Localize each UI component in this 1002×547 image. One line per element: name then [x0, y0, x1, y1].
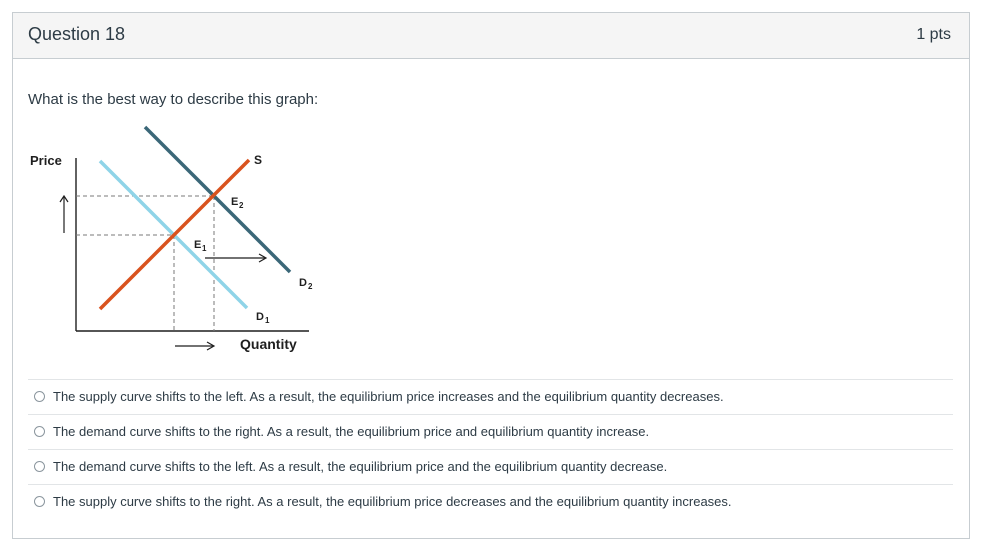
radio-button[interactable]	[34, 391, 45, 402]
question-prompt: What is the best way to describe this graph:	[28, 91, 319, 108]
svg-text:E: E	[231, 196, 239, 208]
supply-label: S	[254, 153, 263, 167]
radio-button[interactable]	[34, 461, 45, 472]
d2-label	[299, 277, 313, 291]
answer-label[interactable]: The demand curve shifts to the right. As a result, the equilibrium price and equilibrium quantity increase.	[53, 424, 650, 439]
answer-label[interactable]: The supply curve shifts to the left. As a result, the equilibrium price increases and the equilibrium quantity decreases.	[53, 389, 724, 404]
e2-label	[231, 196, 244, 210]
svg-text:2: 2	[239, 201, 244, 210]
price-up-arrow-icon	[60, 196, 68, 233]
question-points: 1 pts	[916, 26, 951, 43]
answer-label[interactable]: The supply curve shifts to the right. As a result, the equilibrium price decreases and the equilibrium quantity increases.	[53, 494, 732, 509]
x-axis-label: Quantity	[240, 336, 297, 352]
question-card	[12, 12, 970, 539]
question-title: Question 18	[28, 24, 126, 44]
answer-option[interactable]	[28, 414, 953, 449]
question-header	[13, 13, 969, 59]
quantity-right-arrow-icon	[175, 342, 214, 350]
d1-label	[256, 311, 270, 325]
supply-demand-graph	[28, 123, 328, 363]
e1-label	[194, 239, 207, 253]
demand-curve-d2	[145, 127, 290, 272]
svg-text:D: D	[256, 311, 264, 323]
radio-button[interactable]	[34, 426, 45, 437]
y-axis-label: Price	[30, 153, 62, 168]
svg-text:2: 2	[308, 282, 313, 291]
svg-text:1: 1	[265, 316, 270, 325]
answer-option[interactable]	[28, 449, 953, 484]
svg-text:E: E	[194, 239, 202, 251]
svg-text:1: 1	[202, 244, 207, 253]
radio-button[interactable]	[34, 496, 45, 507]
svg-text:D: D	[299, 277, 307, 289]
answer-list	[28, 379, 953, 519]
answer-label[interactable]: The demand curve shifts to the left. As a result, the equilibrium price and the equilibrium quantity decrease.	[53, 459, 668, 474]
answer-option[interactable]	[28, 379, 953, 414]
answer-option[interactable]	[28, 484, 953, 519]
